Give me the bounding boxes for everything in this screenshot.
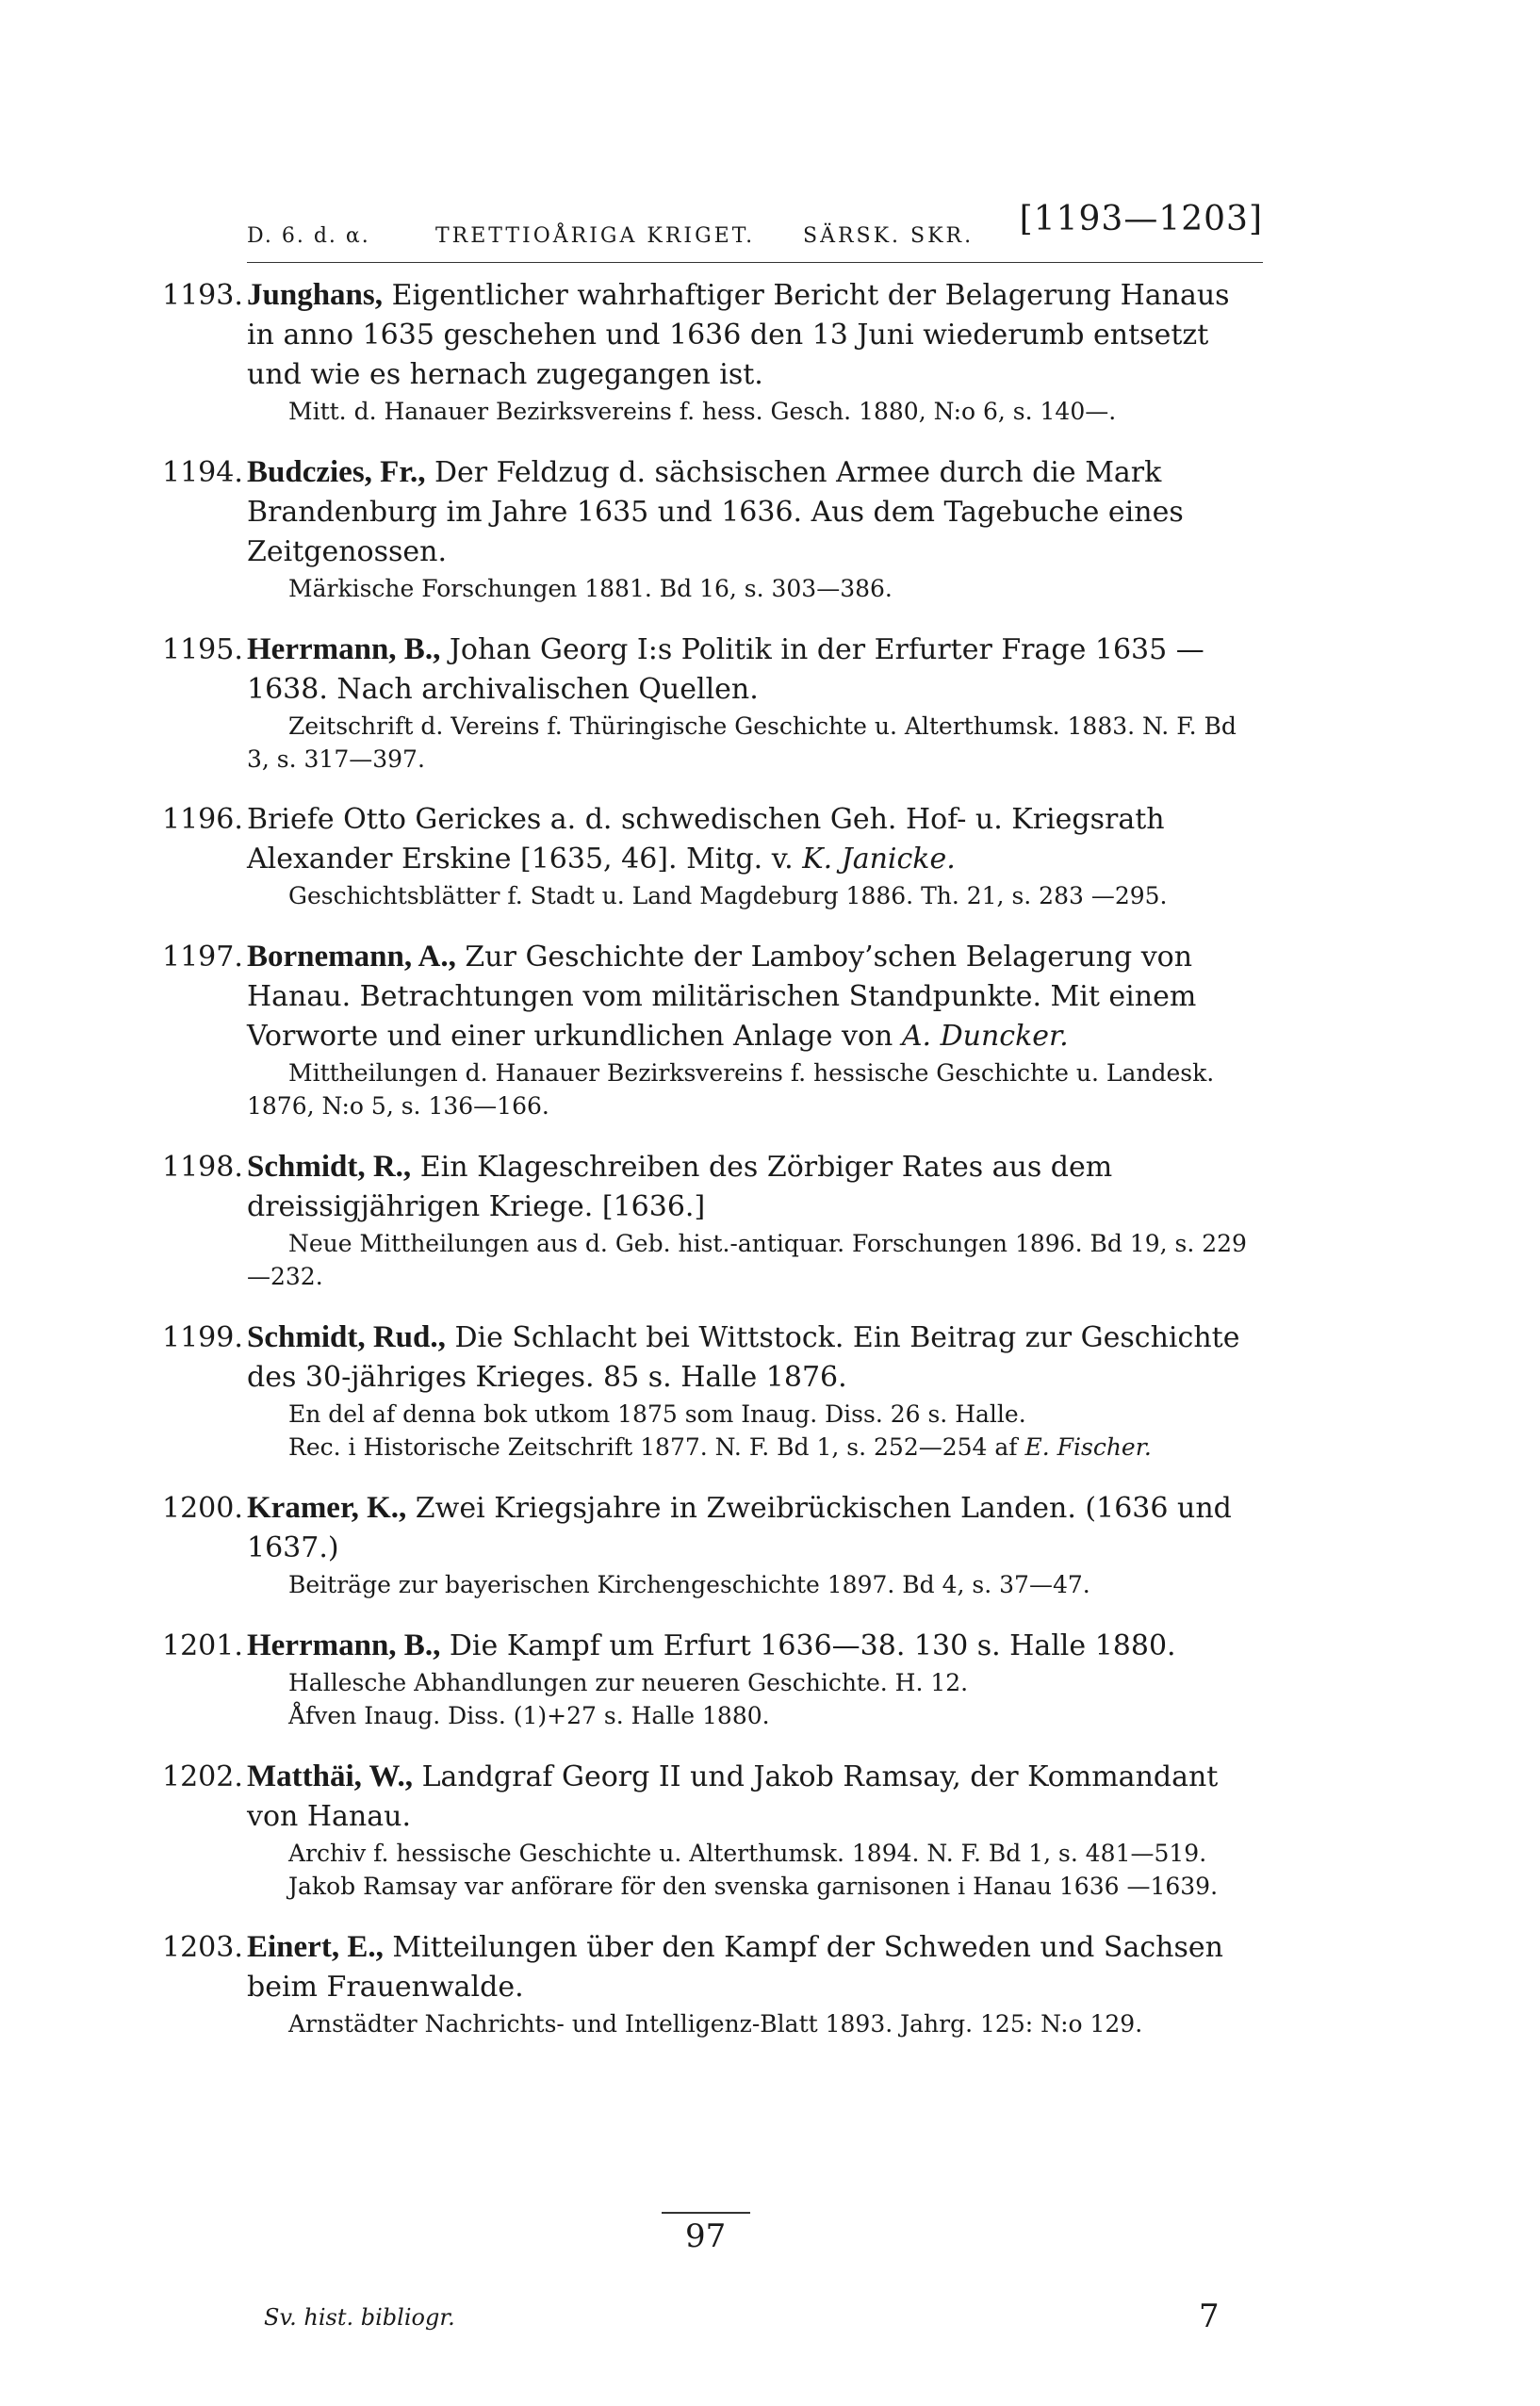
entry-author: Herrmann, B., xyxy=(247,1629,441,1662)
entry-author: Matthäi, W., xyxy=(247,1759,414,1793)
entry-author: Bornemann, A., xyxy=(247,940,456,974)
entry-1196 xyxy=(162,800,1265,912)
entry-number: 1196. xyxy=(162,803,243,836)
footer-note: Sv. hist. bibliogr. xyxy=(264,2304,455,2331)
entry-title: Briefe Otto Gerickes a. d. schwedischen Geh. Hof- u. Kriegsrath Alexander Erskine [1635, 46]. Mitg. v. xyxy=(247,803,1165,876)
entry-source: Geschichtsblätter f. Stadt u. Land Magdeburg 1886. Th. 21, s. 283 —295. xyxy=(288,882,1168,909)
entry-number: 1195. xyxy=(162,633,243,666)
header-subtitle: SÄRSK. SKR. xyxy=(803,224,975,248)
entry-editor: A. Duncker. xyxy=(901,1020,1069,1053)
entry-source: Mittheilungen d. Hanauer Bezirksvereins f. hessische Geschichte u. Landesk. 1876, N:o 5, s. 136—166. xyxy=(247,1059,1215,1120)
entry-1199 xyxy=(162,1318,1265,1464)
entry-source: Mitt. d. Hanauer Bezirksvereins f. hess. Gesch. 1880, N:o 6, s. 140—. xyxy=(288,398,1117,425)
entry-number: 1197. xyxy=(162,941,243,974)
entry-author: Junghans, xyxy=(247,278,384,312)
entry-title: Zwei Kriegsjahre in Zweibrückischen Landen. (1636 und 1637.) xyxy=(247,1492,1232,1564)
entry-title: Eigentlicher wahrhaftiger Bericht der Belagerung Hanaus in anno 1635 geschehen und 1636 den 13 Juni wiederumb entsetzt und wie es hernach zugegangen ist. xyxy=(247,279,1230,391)
bibliography-list xyxy=(162,275,1265,2065)
entry-author: Budczies, Fr., xyxy=(247,455,426,489)
entry-1203 xyxy=(162,1927,1265,2040)
entry-source: Archiv f. hessische Geschichte u. Alterthumsk. 1894. N. F. Bd 1, s. 481—519. xyxy=(288,1840,1207,1867)
entry-number: 1203. xyxy=(162,1931,243,1964)
header-section: D. 6. d. α. xyxy=(247,224,370,248)
header-title: TRETTIOÅRIGA KRIGET. xyxy=(435,224,756,248)
entry-number: 1199. xyxy=(162,1321,243,1354)
entry-source-review xyxy=(162,1431,1265,1464)
footer-rule xyxy=(662,2212,750,2214)
header-entry-range: [1193—1203] xyxy=(1019,200,1263,238)
entry-source: Zeitschrift d. Vereins f. Thüringische Geschichte u. Alterthumsk. 1883. N. F. Bd 3, s. 317—397. xyxy=(247,712,1237,773)
entry-author: Herrmann, B., xyxy=(247,632,441,666)
entry-number: 1200. xyxy=(162,1492,243,1525)
entry-title: Zur Geschichte der Lamboy’schen Belagerung von Hanau. Betrachtungen vom militärischen Standpunkte. Mit einem Vorworte und einer urkundlichen Anlage von xyxy=(247,941,1197,1053)
entry-author: Kramer, K., xyxy=(247,1491,407,1525)
entry-title: Die Schlacht bei Wittstock. Ein Beitrag zur Geschichte des 30-jähriges Krieges. 85 s. Halle 1876. xyxy=(247,1321,1240,1394)
entry-author: Einert, E., xyxy=(247,1930,384,1964)
header-rule xyxy=(247,262,1263,263)
entry-source-text: Rec. i Historische Zeitschrift 1877. N. F. Bd 1, s. 252—254 af xyxy=(288,1433,1018,1461)
entry-author: Schmidt, R., xyxy=(247,1150,412,1184)
entry-1198 xyxy=(162,1147,1265,1293)
entry-1197 xyxy=(162,937,1265,1122)
entry-1194 xyxy=(162,452,1265,605)
entry-1201 xyxy=(162,1626,1265,1732)
entry-number: 1202. xyxy=(162,1760,243,1793)
entry-source: Neue Mittheilungen aus d. Geb. hist.-antiquar. Forschungen 1896. Bd 19, s. 229—232. xyxy=(247,1230,1247,1290)
entry-editor: K. Janicke. xyxy=(802,843,956,876)
page-number: 97 xyxy=(685,2218,727,2255)
entry-source: En del af denna bok utkom 1875 som Inaug. Diss. 26 s. Halle. xyxy=(288,1400,1026,1428)
entry-source: Åfven Inaug. Diss. (1)+27 s. Halle 1880. xyxy=(288,1702,770,1729)
entry-title: Johan Georg I:s Politik in der Erfurter Frage 1635 —1638. Nach archivalischen Quellen. xyxy=(247,633,1204,706)
entry-author: Schmidt, Rud., xyxy=(247,1320,446,1354)
entry-number: 1193. xyxy=(162,279,243,312)
entry-reviewer: E. Fischer. xyxy=(1024,1433,1152,1461)
entry-source: Jakob Ramsay var anförare för den svenska garnisonen i Hanau 1636 —1639. xyxy=(288,1873,1219,1900)
entry-number: 1198. xyxy=(162,1151,243,1184)
entry-1195 xyxy=(162,630,1265,776)
entry-title: Mitteilungen über den Kampf der Schweden und Sachsen beim Frauenwalde. xyxy=(247,1931,1223,2004)
entry-source: Beiträge zur bayerischen Kirchengeschichte 1897. Bd 4, s. 37—47. xyxy=(288,1571,1090,1598)
entry-source: Märkische Forschungen 1881. Bd 16, s. 303—386. xyxy=(288,575,893,602)
entry-1200 xyxy=(162,1488,1265,1601)
entry-1202 xyxy=(162,1757,1265,1903)
signature-mark: 7 xyxy=(1199,2298,1220,2335)
entry-number: 1201. xyxy=(162,1629,243,1662)
entry-title: Der Feldzug d. sächsischen Armee durch die Mark Brandenburg im Jahre 1635 und 1636. Aus dem Tagebuche eines Zeitgenossen. xyxy=(247,456,1184,568)
entry-source: Hallesche Abhandlungen zur neueren Geschichte. H. 12. xyxy=(288,1669,969,1696)
entry-title: Ein Klageschreiben des Zörbiger Rates aus dem dreissigjährigen Kriege. [1636.] xyxy=(247,1151,1113,1223)
entry-title: Die Kampf um Erfurt 1636—38. 130 s. Halle 1880. xyxy=(449,1629,1176,1662)
entry-title: Landgraf Georg II und Jakob Ramsay, der Kommandant von Hanau. xyxy=(247,1760,1219,1833)
running-header xyxy=(247,200,1263,260)
entry-source: Arnstädter Nachrichts- und Intelligenz-Blatt 1893. Jahrg. 125: N:o 129. xyxy=(288,2010,1143,2038)
entry-1193 xyxy=(162,275,1265,428)
entry-number: 1194. xyxy=(162,456,243,489)
